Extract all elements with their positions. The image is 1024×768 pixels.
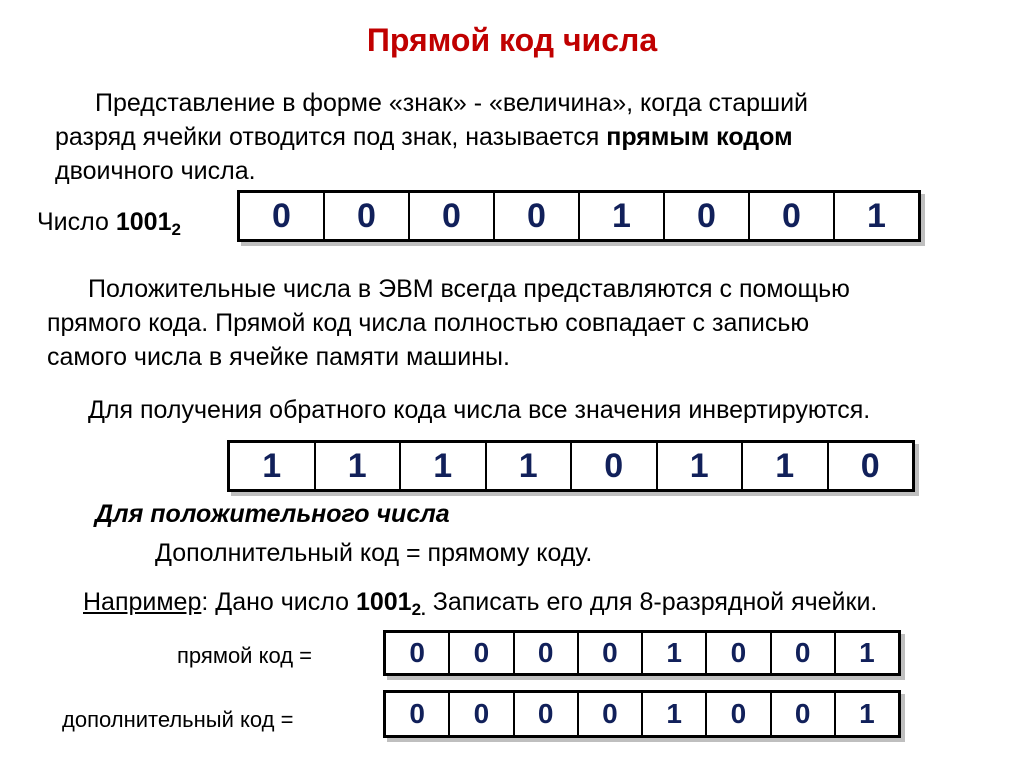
positive-line-3: самого числа в ячейке памяти машины. bbox=[47, 343, 510, 371]
intro-line-2-text: разряд ячейки отводится под знак, называется bbox=[55, 123, 607, 151]
inverse-text: Для получения обратного кода числа все значения инвертируются. bbox=[88, 396, 871, 424]
bit-cell: 1 bbox=[643, 693, 707, 735]
complement-rule: Дополнительный код = прямому коду. bbox=[155, 539, 593, 567]
example-colon: : bbox=[201, 588, 209, 616]
bit-cell: 0 bbox=[386, 693, 450, 735]
bit-cell: 1 bbox=[580, 193, 665, 239]
bit-cell: 0 bbox=[515, 693, 579, 735]
bit-cell: 1 bbox=[859, 698, 875, 729]
bit-cell: 1 bbox=[658, 443, 744, 489]
bit-cell: 1 bbox=[859, 637, 875, 668]
example-line bbox=[83, 585, 877, 619]
bit-cell: 1 bbox=[867, 196, 886, 235]
bit-cell: 0 bbox=[579, 633, 643, 673]
positive-heading: Для положительного числа bbox=[95, 500, 450, 528]
intro-line-1: Представление в форме «знак» - «величина», когда старший bbox=[95, 89, 809, 117]
number-label bbox=[37, 205, 181, 239]
bit-cell: 0 bbox=[772, 693, 836, 735]
bit-cell: 0 bbox=[665, 193, 750, 239]
page-title: Прямой код числа bbox=[366, 22, 658, 58]
complement-code-label: дополнительный код = bbox=[62, 707, 294, 732]
direct-code-cells bbox=[237, 190, 921, 242]
example-text-a: Дано число bbox=[208, 588, 356, 616]
bit-cell: 0 bbox=[495, 193, 580, 239]
number-base: 2 bbox=[171, 220, 181, 239]
bit-cell: 0 bbox=[386, 633, 450, 673]
bit-cell: 0 bbox=[240, 193, 325, 239]
inverse-code-cells bbox=[227, 440, 915, 492]
direct-code-term: прямым кодом bbox=[606, 123, 793, 151]
positive-line-1: Положительные числа в ЭВМ всегда представляются с помощью bbox=[88, 275, 850, 303]
example-label: Например bbox=[83, 588, 202, 616]
bit-cell: 0 bbox=[572, 443, 658, 489]
bit-cell: 1 bbox=[743, 443, 829, 489]
bit-cell: 0 bbox=[860, 446, 880, 485]
bit-cell: 0 bbox=[450, 693, 514, 735]
example-value: 1001 bbox=[355, 588, 412, 616]
bit-cell: 0 bbox=[450, 633, 514, 673]
intro-line-3: двоичного числа. bbox=[55, 157, 256, 185]
bit-cell: 0 bbox=[579, 693, 643, 735]
intro-line-2 bbox=[55, 120, 793, 154]
bit-cell: 1 bbox=[487, 443, 573, 489]
number-value: 1001 bbox=[115, 208, 172, 236]
bit-cell: 0 bbox=[772, 633, 836, 673]
positive-line-2: прямого кода. Прямой код числа полностью совпадает с записью bbox=[47, 309, 810, 337]
bit-cell: 0 bbox=[707, 633, 771, 673]
example-base: 2. bbox=[411, 600, 426, 619]
bit-cell: 0 bbox=[707, 693, 771, 735]
bit-cell: 1 bbox=[401, 443, 487, 489]
example-text-b: Записать его для 8-разрядной ячейки. bbox=[425, 588, 878, 616]
number-label-prefix: Число bbox=[37, 208, 116, 236]
bit-cell: 0 bbox=[750, 193, 835, 239]
bit-cell: 0 bbox=[410, 193, 495, 239]
direct-code-label: прямой код = bbox=[177, 643, 312, 668]
bit-cell: 1 bbox=[643, 633, 707, 673]
bit-cell: 0 bbox=[515, 633, 579, 673]
bit-cell: 0 bbox=[325, 193, 410, 239]
example-complement-cells bbox=[383, 690, 901, 738]
bit-cell: 1 bbox=[230, 443, 316, 489]
example-direct-cells bbox=[383, 630, 901, 676]
bit-cell: 1 bbox=[316, 443, 402, 489]
